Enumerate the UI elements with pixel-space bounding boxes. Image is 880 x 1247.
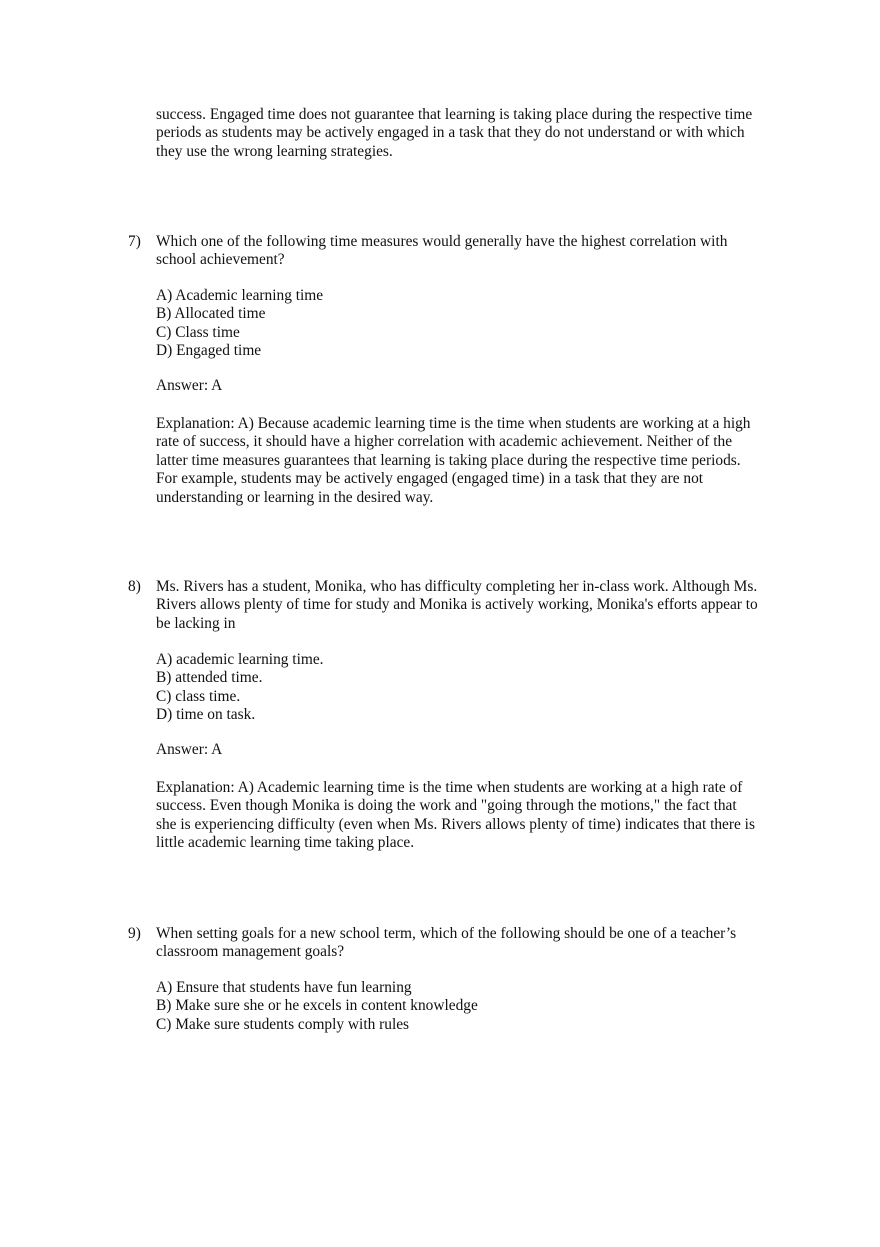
answer-text: Answer: A xyxy=(156,377,223,394)
explanation-line: rate of success, it should have a higher correlation with academic achievement. Neither of the xyxy=(156,433,733,451)
option-c: C) class time. xyxy=(156,687,241,705)
option-a: A) Academic learning time xyxy=(156,287,324,304)
option-a: A) academic learning time. xyxy=(156,651,324,668)
question-stem xyxy=(156,578,796,633)
answer-options xyxy=(156,651,796,725)
question-stem xyxy=(156,233,796,270)
question-stem xyxy=(156,925,796,962)
intro-line: success. Engaged time does not guarantee that learning is taking place during the respective time xyxy=(156,106,753,123)
stem-line: Rivers allows plenty of time for study and Monika is actively working, Monika's efforts appear to xyxy=(156,596,758,614)
explanation-line: success. Even though Monika is doing the work and "going through the motions," the fact that xyxy=(156,797,737,815)
answer-options xyxy=(156,979,796,1034)
answer-options xyxy=(156,287,796,361)
stem-line: When setting goals for a new school term, which of the following should be one of a teacher’s xyxy=(156,925,737,942)
explanation-line: latter time measures guarantees that learning is taking place during the respective time periods. xyxy=(156,451,741,469)
option-c: C) Make sure students comply with rules xyxy=(156,1015,410,1033)
option-b: B) attended time. xyxy=(156,669,263,687)
stem-line: classroom management goals? xyxy=(156,943,345,961)
explanation xyxy=(156,415,796,507)
intro-line: periods as students may be actively engaged in a task that they do not understand or with which xyxy=(156,124,745,142)
question-number: 7) xyxy=(128,233,141,250)
stem-line: be lacking in xyxy=(156,614,236,632)
intro-paragraph xyxy=(156,106,796,161)
option-b: B) Make sure she or he excels in content knowledge xyxy=(156,997,478,1015)
option-a: A) Ensure that students have fun learning xyxy=(156,979,412,996)
stem-line: Ms. Rivers has a student, Monika, who has difficulty completing her in-class work. Although Ms. xyxy=(156,578,758,595)
option-b: B) Allocated time xyxy=(156,305,266,323)
explanation-line: For example, students may be actively engaged (engaged time) in a task that they are not xyxy=(156,470,704,488)
explanation xyxy=(156,779,796,853)
stem-line: Which one of the following time measures would generally have the highest correlation with xyxy=(156,233,728,250)
option-d: D) time on task. xyxy=(156,706,256,724)
option-d: D) Engaged time xyxy=(156,342,262,360)
answer-key xyxy=(156,377,796,395)
option-c: C) Class time xyxy=(156,323,240,341)
intro-line: they use the wrong learning strategies. xyxy=(156,142,393,160)
explanation-line: Explanation: A) Because academic learning time is the time when students are working at a high xyxy=(156,415,751,432)
answer-key xyxy=(156,741,796,759)
answer-text: Answer: A xyxy=(156,741,223,758)
question-number: 8) xyxy=(128,578,141,595)
explanation-line: she is experiencing difficulty (even when Ms. Rivers allows plenty of time) indicates that there is xyxy=(156,815,755,833)
stem-line: school achievement? xyxy=(156,251,285,269)
explanation-line: understanding or learning in the desired way. xyxy=(156,488,434,506)
explanation-line: little academic learning time taking place. xyxy=(156,834,415,852)
explanation-line: Explanation: A) Academic learning time is the time when students are working at a high rate of xyxy=(156,779,743,796)
question-number: 9) xyxy=(128,925,141,942)
